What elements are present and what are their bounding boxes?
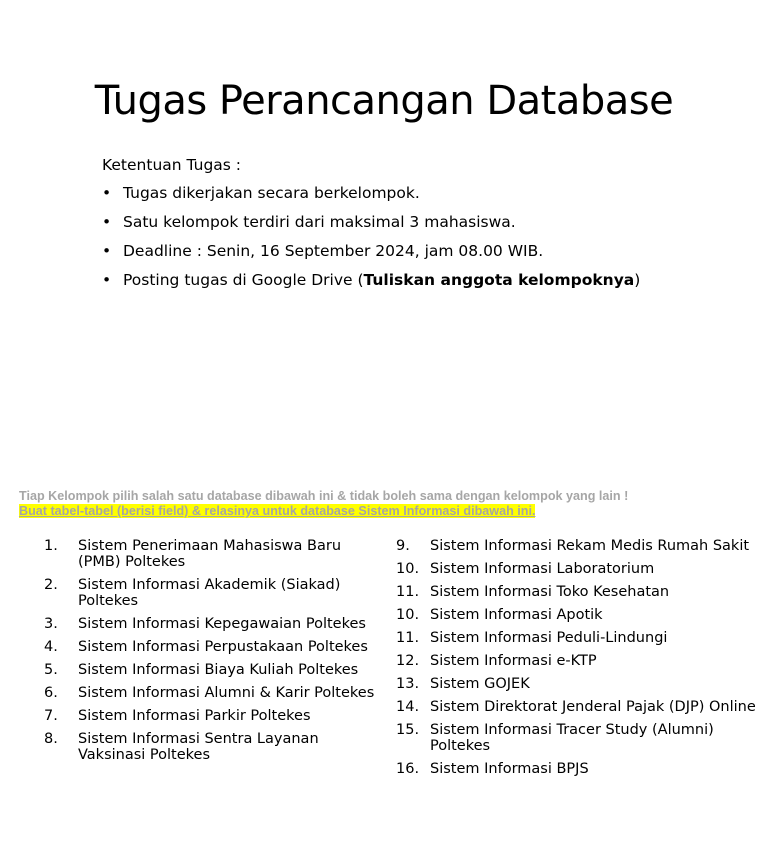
- item-number: 13.: [396, 676, 420, 692]
- item-number: 7.: [44, 708, 58, 724]
- item-text: Sistem Informasi Laboratorium: [430, 561, 655, 577]
- rule-item: [102, 268, 742, 297]
- list-item: [396, 722, 761, 754]
- rule-text-after: ): [634, 271, 641, 289]
- rules-list: [102, 181, 742, 297]
- item-text: Sistem Informasi Kepegawaian Poltekes: [78, 616, 366, 632]
- list-item: [44, 616, 384, 632]
- bullet-icon: •: [102, 213, 112, 231]
- list-item: [44, 538, 384, 570]
- item-number: 9.: [396, 538, 410, 554]
- item-text: Sistem Penerimaan Mahasiswa Baru (PMB) Poltekes: [78, 538, 342, 570]
- item-text: Sistem GOJEK: [430, 676, 530, 692]
- item-number: 10.: [396, 561, 420, 577]
- item-text: Sistem Informasi Apotik: [430, 607, 603, 623]
- rule-item: [102, 239, 742, 268]
- item-number: 6.: [44, 685, 58, 701]
- rules-heading: Ketentuan Tugas :: [102, 156, 242, 174]
- item-text: Sistem Informasi Sentra Layanan Vaksinasi Poltekes: [78, 731, 319, 763]
- item-number: 10.: [396, 607, 420, 623]
- instruction-line-1: Tiap Kelompok pilih salah satu database dibawah ini & tidak boleh sama dengan kelompok yang lain !: [19, 489, 629, 503]
- page-title: Tugas Perancangan Database: [94, 78, 674, 124]
- bullet-icon: •: [102, 184, 112, 202]
- list-item: [44, 731, 384, 763]
- item-text: Sistem Informasi Toko Kesehatan: [430, 584, 670, 600]
- database-list-left: [44, 538, 384, 770]
- item-number: 5.: [44, 662, 58, 678]
- instruction-highlight: Buat tabel-tabel (berisi field) & relasinya untuk database Sistem Informasi dibawah ini.: [19, 504, 536, 518]
- item-text: Sistem Informasi Alumni & Karir Poltekes: [78, 685, 375, 701]
- list-item: [396, 538, 761, 554]
- bullet-icon: •: [102, 271, 112, 289]
- item-number: 15.: [396, 722, 420, 738]
- item-text: Sistem Informasi Akademik (Siakad) Poltekes: [78, 577, 341, 609]
- item-number: 4.: [44, 639, 58, 655]
- item-text: Sistem Informasi Rekam Medis Rumah Sakit: [430, 538, 750, 554]
- item-number: 2.: [44, 577, 58, 593]
- item-text: Sistem Informasi BPJS: [430, 761, 589, 777]
- item-text: Sistem Informasi Perpustakaan Poltekes: [78, 639, 368, 655]
- list-item: [44, 662, 384, 678]
- list-item: [44, 577, 384, 609]
- rule-text: Satu kelompok terdiri dari maksimal 3 mahasiswa.: [123, 213, 516, 231]
- item-text: Sistem Informasi e-KTP: [430, 653, 597, 669]
- rule-text-before: Posting tugas di Google Drive (: [123, 271, 364, 289]
- rule-text: Tugas dikerjakan secara berkelompok.: [123, 184, 420, 202]
- item-number: 3.: [44, 616, 58, 632]
- rule-item: [102, 210, 742, 239]
- list-item: [396, 653, 761, 669]
- list-item: [396, 676, 761, 692]
- rule-item: [102, 181, 742, 210]
- item-number: 11.: [396, 630, 420, 646]
- item-number: 14.: [396, 699, 420, 715]
- item-text: Sistem Direktorat Jenderal Pajak (DJP) Online: [430, 699, 756, 715]
- rule-text: Deadline : Senin, 16 September 2024, jam 08.00 WIB.: [123, 242, 544, 260]
- item-number: 16.: [396, 761, 420, 777]
- item-number: 12.: [396, 653, 420, 669]
- list-item: [44, 708, 384, 724]
- item-text: Sistem Informasi Biaya Kuliah Poltekes: [78, 662, 359, 678]
- list-item: [44, 685, 384, 701]
- item-number: 1.: [44, 538, 58, 554]
- item-text: Sistem Informasi Peduli-Lindungi: [430, 630, 668, 646]
- item-number: 8.: [44, 731, 58, 747]
- list-item: [396, 699, 761, 715]
- item-text: Sistem Informasi Parkir Poltekes: [78, 708, 311, 724]
- bullet-icon: •: [102, 242, 112, 260]
- list-item: [396, 584, 761, 600]
- database-list-right: [396, 538, 761, 784]
- list-item: [396, 630, 761, 646]
- item-number: 11.: [396, 584, 420, 600]
- item-text: Sistem Informasi Tracer Study (Alumni) Poltekes: [430, 722, 714, 754]
- list-item: [396, 761, 761, 777]
- task-rules: [102, 153, 742, 297]
- list-item: [396, 607, 761, 623]
- list-item: [44, 639, 384, 655]
- instruction-line-2: [19, 504, 535, 518]
- list-item: [396, 561, 761, 577]
- rule-text-bold: Tuliskan anggota kelompoknya: [363, 271, 635, 289]
